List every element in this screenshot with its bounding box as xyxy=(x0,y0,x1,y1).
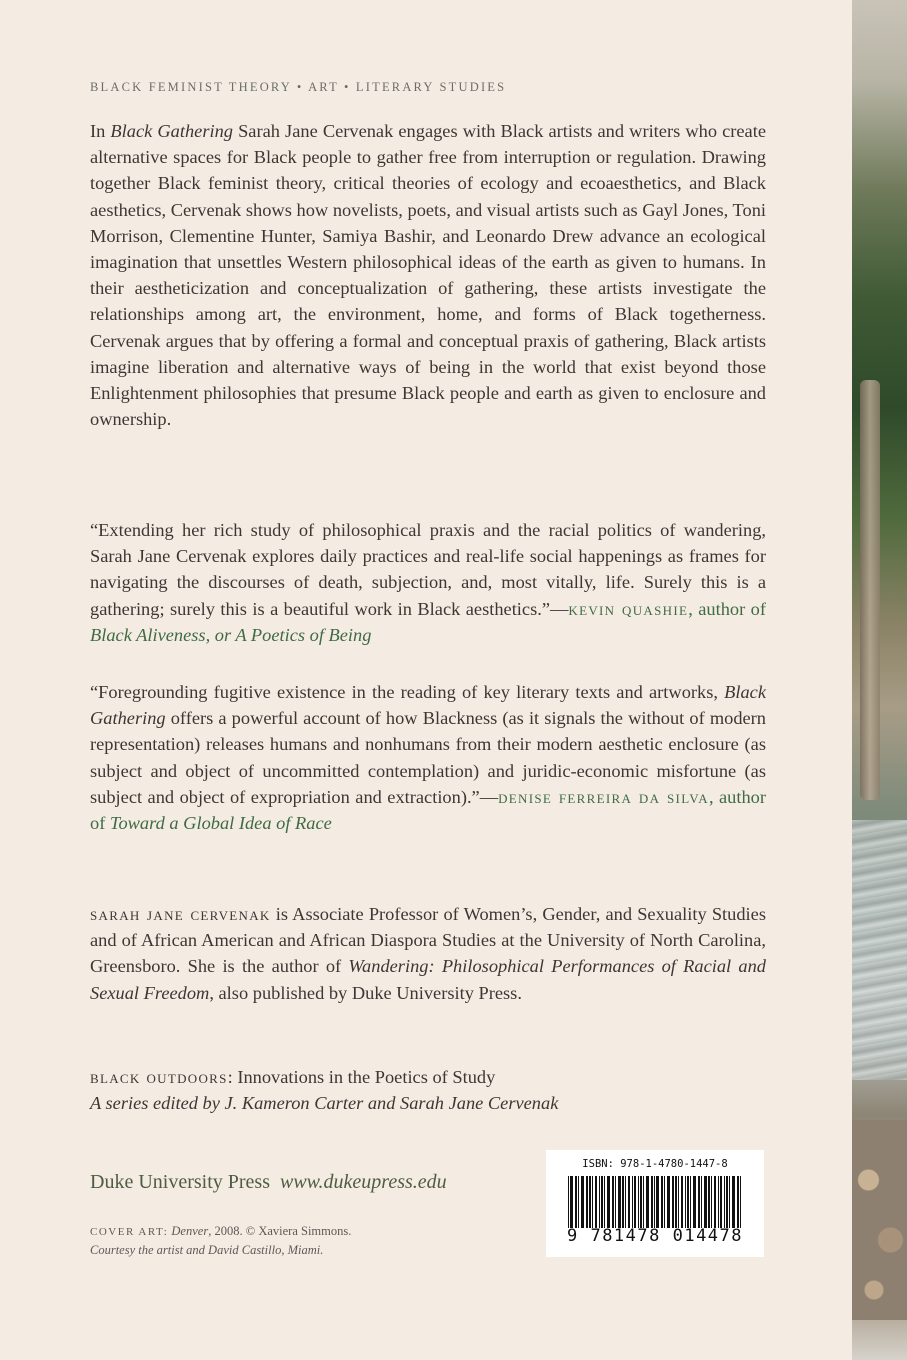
tree-trunk xyxy=(860,380,880,800)
barcode-bar xyxy=(656,1176,659,1228)
endorsement-author: kevin quashie xyxy=(568,598,689,619)
barcode-bar xyxy=(604,1176,605,1228)
publisher-name: Duke University Press xyxy=(90,1171,270,1193)
series-info xyxy=(90,1064,766,1116)
barcode-bar xyxy=(592,1176,593,1228)
barcode-bar xyxy=(698,1176,700,1228)
barcode-bar xyxy=(654,1176,655,1228)
author-name: sarah jane cervenak xyxy=(90,904,271,924)
book-description: In Black Gathering Sarah Jane Cervenak engages with Black artists and writers who create alternative spaces for Black people to gather free from interruption or regulation. Drawing together Black feminist theory, critical theories of ecology and ecoaesthetics, and Black aesthetics, Cervenak shows how novelists, poets, and visual artists such as Gayl Jones, Toni Morrison, Clementine Hunter, Samiya Bashir, and Leonardo Drew advance an ecological imagination that unsettles Western philosophical ideas of the earth as given to humans. In their aestheticization and conceptualization of gathering, these artists investigate the relationships among art, the environment, home, and forms of Black togetherness. Cervenak argues that by offering a formal and conceptual praxis of gathering, Black artists imagine liberation and alternative ways of being in the world that exist beyond those Enlightenment philosophies that presume Black people and earth as given to enclosure and ownership. xyxy=(90,121,766,430)
endorsement-book: Toward a Global Idea of Race xyxy=(109,813,332,834)
barcode-bar xyxy=(651,1176,653,1228)
barcode-bar xyxy=(618,1176,621,1228)
barcode-bar xyxy=(661,1176,663,1228)
barcode-bar xyxy=(607,1176,610,1228)
barcode-bar xyxy=(575,1176,577,1228)
barcode-bar xyxy=(581,1176,584,1228)
barcode-bar xyxy=(589,1176,591,1228)
barcode-bar xyxy=(678,1176,679,1228)
category-line: BLACK FEMINIST THEORY • ART • LITERARY STUDIES xyxy=(90,80,507,94)
description-body: Sarah Jane Cervenak engages with Black artists and writers who create alternative spaces for Black people to gather free from interruption or regulation. Drawing together Black feminist theory, critical theories of ecology and ecoaesthetics, and Black aesthetics, Cervenak shows how novelists, poets, and visual artists such as Gayl Jones, Toni Morrison, Clementine Hunter, Samiya Bashir, and Leonardo Drew advance an ecological imagination that unsettles Western philosophical ideas of the earth as given to humans. In their aestheticization and conceptualization of gathering, these artists investigate the relationships among art, the environment, home, and forms of Black togetherness. Cervenak argues that by offering a formal and conceptual praxis of gathering, Black artists imagine liberation and alternative ways of being in the world that exist beyond those Enlightenment philosophies that presume Black people and earth as given to enclosure and ownership. xyxy=(90,121,766,430)
river-water xyxy=(852,820,907,1080)
barcode-bar xyxy=(704,1176,707,1228)
cover-photo-strip xyxy=(852,0,907,1360)
barcode-bar xyxy=(714,1176,716,1228)
barcode-bar xyxy=(612,1176,614,1228)
endorsement-quote: “Extending her rich study of philosophical praxis and the racial politics of wandering, Sarah Jane Cervenak explores daily practices and real-life social happenings as frames for navigating the discourses of death, subjection, and, most vitally, life. Surely this is a gathering; surely this is a beautiful work in Black aesthetics.”— xyxy=(90,520,766,619)
endorsement-author-of: , author of xyxy=(90,786,766,834)
barcode-bar xyxy=(638,1176,639,1228)
barcode-bar xyxy=(568,1176,569,1228)
barcode-bar xyxy=(578,1176,579,1228)
author-bio xyxy=(90,901,766,1006)
barcode-bar xyxy=(693,1176,696,1228)
endorsement-author-of: , author of xyxy=(688,598,766,619)
barcode-bar xyxy=(595,1176,597,1228)
barcode-bar xyxy=(667,1176,670,1228)
barcode-bar xyxy=(599,1176,600,1228)
barcode-bar xyxy=(732,1176,735,1228)
publisher-line xyxy=(90,1171,447,1194)
barcode-bar xyxy=(632,1176,633,1228)
barcode-bar xyxy=(690,1176,691,1228)
barcode-bar xyxy=(737,1176,739,1228)
book-title: Black Gathering xyxy=(110,121,233,141)
barcode-bar xyxy=(711,1176,712,1228)
bio-book-title: Wandering: Philosophical Performances of Racial and Sexual Freedom xyxy=(90,956,766,1003)
endorsement-quote-b: offers a powerful account of how Blackness (as it signals the without of modern representation) releases humans and nonhumans from their modern aesthetic enclosure (as subject and object of uncommitted contemplation) and juridic-economic misfortune (as subject and object of expropriation and extraction).”— xyxy=(90,708,766,807)
endorsement-quote-a: “Foregrounding fugitive existence in the reading of key literary texts and artworks, xyxy=(90,682,725,702)
endorsement-author: denise ferreira da silva xyxy=(498,786,709,807)
barcode-bar xyxy=(729,1176,730,1228)
barcode-bar xyxy=(640,1176,642,1228)
barcode-bar xyxy=(681,1176,683,1228)
barcode-bar xyxy=(675,1176,677,1228)
barcode-bars xyxy=(568,1176,742,1228)
barcode-bar xyxy=(726,1176,728,1228)
publisher-url[interactable]: www.dukeupress.edu xyxy=(279,1171,447,1193)
endorsement-quote-title: Black Gathering xyxy=(90,682,766,729)
endorsement-da-silva xyxy=(90,679,766,836)
barcode-bar xyxy=(570,1176,573,1228)
cover-credit-courtesy: Courtesy the artist and David Castillo, Miami. xyxy=(90,1243,324,1257)
bio-text-a: is Associate Professor of Women’s, Gender, and Sexuality Studies and of African American and African Diaspora Studies at the University of North Carolina, Greensboro. She is the author of xyxy=(90,904,766,977)
cover-credit-work: Denver xyxy=(171,1224,209,1238)
series-subtitle: : Innovations in the Poetics of Study xyxy=(227,1067,496,1087)
isbn-label: ISBN: 978-1-4780-1447-8 xyxy=(582,1158,728,1170)
river-rocks xyxy=(852,1120,907,1320)
barcode-bar xyxy=(625,1176,626,1228)
barcode-bar xyxy=(687,1176,689,1228)
barcode-bar xyxy=(586,1176,588,1228)
barcode-bar xyxy=(718,1176,719,1228)
barcode-bar xyxy=(601,1176,603,1228)
endorsement-quashie xyxy=(90,517,766,648)
bio-text-b: , also published by Duke University Press. xyxy=(209,982,522,1003)
barcode-bar xyxy=(634,1176,636,1228)
barcode-bar xyxy=(720,1176,722,1228)
barcode-bar xyxy=(724,1176,725,1228)
barcode-bar xyxy=(708,1176,710,1228)
series-editors: A series edited by J. Kameron Carter and Sarah Jane Cervenak xyxy=(90,1093,559,1114)
barcode-digits: 9 781478 014478 xyxy=(566,1226,744,1246)
barcode-bar xyxy=(628,1176,630,1228)
barcode-bar xyxy=(643,1176,644,1228)
barcode-bar xyxy=(615,1176,616,1228)
barcode-bar xyxy=(622,1176,624,1228)
barcode-bar xyxy=(701,1176,702,1228)
cover-credit xyxy=(90,1222,351,1259)
cover-credit-label: COVER ART: xyxy=(90,1226,169,1238)
barcode-bar xyxy=(685,1176,686,1228)
barcode-bar xyxy=(672,1176,674,1228)
isbn-barcode xyxy=(546,1150,764,1257)
cover-credit-details: , 2008. © Xaviera Simmons. xyxy=(208,1224,352,1238)
barcode-bar xyxy=(646,1176,649,1228)
endorsement-book: Black Aliveness, or A Poetics of Being xyxy=(90,624,372,645)
series-name: black outdoors xyxy=(90,1067,228,1087)
barcode-bar xyxy=(664,1176,665,1228)
barcode-bar xyxy=(740,1176,741,1228)
